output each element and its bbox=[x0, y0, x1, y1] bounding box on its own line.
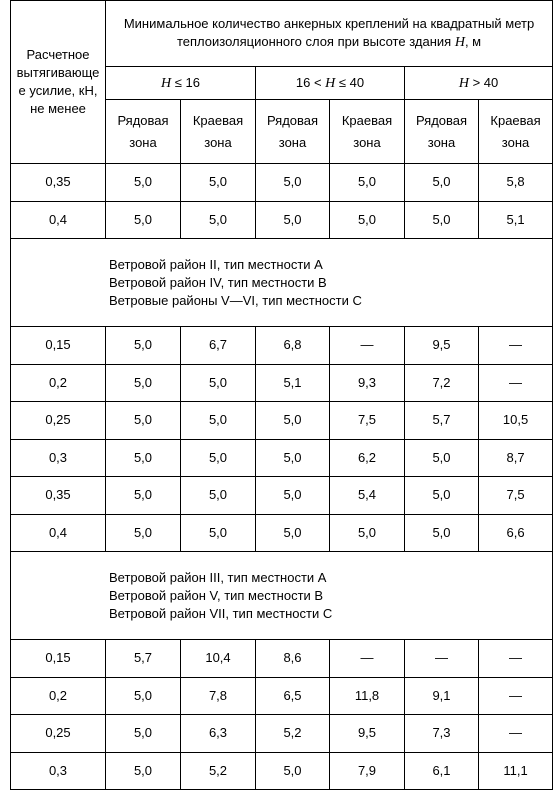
value-cell: 5,0 bbox=[181, 477, 256, 515]
zone-line: Краевая bbox=[192, 112, 244, 128]
value-cell: 5,0 bbox=[256, 402, 330, 440]
value-cell: 5,2 bbox=[256, 715, 330, 753]
table-body bbox=[11, 1, 553, 790]
table-row bbox=[11, 439, 553, 477]
value-cell: — bbox=[330, 640, 405, 678]
value-cell: 5,4 bbox=[330, 477, 405, 515]
zone-line: зона bbox=[204, 134, 232, 150]
value-cell: 5,0 bbox=[256, 477, 330, 515]
value-cell: 5,7 bbox=[106, 640, 181, 678]
value-cell: 6,5 bbox=[256, 677, 330, 715]
value-cell: 5,0 bbox=[106, 439, 181, 477]
value-cell: 6,2 bbox=[330, 439, 405, 477]
value-cell: — bbox=[479, 677, 553, 715]
height-suffix: ≤ 40 bbox=[335, 74, 365, 90]
header-force-line: Расчетное bbox=[26, 47, 90, 62]
value-cell: 5,1 bbox=[256, 364, 330, 402]
value-cell: 5,0 bbox=[181, 402, 256, 440]
table-row bbox=[11, 327, 553, 365]
value-cell: 7,5 bbox=[330, 402, 405, 440]
value-cell: 5,0 bbox=[405, 477, 479, 515]
section-line: Ветровой район VII, тип местности С bbox=[109, 605, 333, 621]
value-cell: 5,0 bbox=[330, 201, 405, 239]
value-cell: 10,5 bbox=[479, 402, 553, 440]
value-cell: 5,0 bbox=[256, 164, 330, 202]
value-cell: 5,0 bbox=[405, 514, 479, 552]
value-cell: 5,7 bbox=[405, 402, 479, 440]
zone-line: Рядовая bbox=[415, 112, 468, 128]
header-main bbox=[106, 1, 553, 67]
value-cell: 5,0 bbox=[330, 514, 405, 552]
header-height-1 bbox=[106, 67, 256, 100]
header-main-line2-prefix: теплоизоляционного слоя при высоте здания bbox=[176, 34, 452, 49]
value-cell: 5,0 bbox=[181, 364, 256, 402]
zone-line: зона bbox=[501, 134, 530, 150]
header-main-var: H bbox=[454, 35, 465, 50]
anchor-table bbox=[10, 0, 553, 790]
force-cell: 0,3 bbox=[11, 439, 106, 477]
section-cell bbox=[11, 552, 553, 640]
value-cell: 8,6 bbox=[256, 640, 330, 678]
force-cell: 0,15 bbox=[11, 640, 106, 678]
header-height-2 bbox=[256, 67, 405, 100]
height-suffix: > 40 bbox=[468, 74, 499, 90]
section-line: Ветровой район II, тип местности А bbox=[109, 256, 323, 272]
table-row bbox=[11, 514, 553, 552]
height-var: H bbox=[325, 75, 336, 91]
value-cell: 6,1 bbox=[405, 752, 479, 790]
value-cell: 5,0 bbox=[106, 514, 181, 552]
value-cell: — bbox=[479, 715, 553, 753]
value-cell: — bbox=[405, 640, 479, 678]
value-cell: 5,2 bbox=[181, 752, 256, 790]
table-row bbox=[11, 164, 553, 202]
zone-line: Рядовая bbox=[266, 112, 319, 128]
value-cell: 10,4 bbox=[181, 640, 256, 678]
force-cell: 0,15 bbox=[11, 327, 106, 365]
zone-line: зона bbox=[353, 134, 381, 150]
value-cell: 9,5 bbox=[330, 715, 405, 753]
zone-line: зона bbox=[427, 134, 456, 150]
header-zone bbox=[106, 100, 181, 164]
section-line: Ветровой район IV, тип местности В bbox=[109, 274, 327, 290]
value-cell: — bbox=[479, 327, 553, 365]
header-force-line: е усилие, кН, bbox=[18, 83, 98, 98]
table-row bbox=[11, 640, 553, 678]
value-cell: — bbox=[479, 364, 553, 402]
value-cell: 5,0 bbox=[181, 439, 256, 477]
header-zone bbox=[181, 100, 256, 164]
force-cell: 0,2 bbox=[11, 364, 106, 402]
value-cell: — bbox=[479, 640, 553, 678]
value-cell: 5,0 bbox=[106, 402, 181, 440]
header-row-main bbox=[11, 1, 553, 67]
table-row bbox=[11, 715, 553, 753]
force-cell: 0,25 bbox=[11, 402, 106, 440]
value-cell: 8,7 bbox=[479, 439, 553, 477]
value-cell: 5,0 bbox=[106, 364, 181, 402]
force-cell: 0,4 bbox=[11, 201, 106, 239]
value-cell: 5,8 bbox=[479, 164, 553, 202]
header-zone bbox=[479, 100, 553, 164]
value-cell: 11,8 bbox=[330, 677, 405, 715]
value-cell: 5,0 bbox=[181, 201, 256, 239]
section-cell bbox=[11, 239, 553, 327]
header-force bbox=[11, 1, 106, 164]
section-line: Ветровой район III, тип местности А bbox=[109, 569, 327, 585]
force-cell: 0,3 bbox=[11, 752, 106, 790]
section-row bbox=[11, 552, 553, 640]
value-cell: 5,0 bbox=[106, 201, 181, 239]
table-row bbox=[11, 752, 553, 790]
header-main-unit: , м bbox=[464, 34, 482, 49]
value-cell: 5,0 bbox=[330, 164, 405, 202]
value-cell: 9,1 bbox=[405, 677, 479, 715]
value-cell: 11,1 bbox=[479, 752, 553, 790]
table-row bbox=[11, 677, 553, 715]
value-cell: 7,3 bbox=[405, 715, 479, 753]
height-prefix: 16 < bbox=[295, 74, 326, 90]
value-cell: 5,0 bbox=[256, 752, 330, 790]
value-cell: 5,1 bbox=[479, 201, 553, 239]
header-force-line: вытягивающе bbox=[16, 65, 100, 80]
value-cell: 6,3 bbox=[181, 715, 256, 753]
value-cell: 6,8 bbox=[256, 327, 330, 365]
height-var: H bbox=[458, 75, 469, 91]
force-cell: 0,35 bbox=[11, 477, 106, 515]
value-cell: 5,0 bbox=[106, 752, 181, 790]
value-cell: 5,0 bbox=[405, 164, 479, 202]
force-cell: 0,25 bbox=[11, 715, 106, 753]
value-cell: 6,6 bbox=[479, 514, 553, 552]
force-cell: 0,35 bbox=[11, 164, 106, 202]
value-cell: 5,0 bbox=[256, 514, 330, 552]
value-cell: 5,0 bbox=[405, 439, 479, 477]
zone-line: Краевая bbox=[490, 112, 541, 128]
header-main-line2 bbox=[108, 33, 550, 52]
section-line: Ветровой район V, тип местности В bbox=[109, 587, 324, 603]
zone-line: Рядовая bbox=[117, 112, 169, 128]
value-cell: 5,0 bbox=[181, 164, 256, 202]
value-cell: 7,9 bbox=[330, 752, 405, 790]
force-cell: 0,4 bbox=[11, 514, 106, 552]
value-cell: 5,0 bbox=[106, 715, 181, 753]
height-var: H bbox=[161, 75, 172, 91]
section-row bbox=[11, 239, 553, 327]
value-cell: 9,5 bbox=[405, 327, 479, 365]
table-row bbox=[11, 402, 553, 440]
value-cell: — bbox=[330, 327, 405, 365]
value-cell: 5,0 bbox=[106, 327, 181, 365]
value-cell: 5,0 bbox=[405, 201, 479, 239]
value-cell: 5,0 bbox=[181, 514, 256, 552]
value-cell: 9,3 bbox=[330, 364, 405, 402]
table-row bbox=[11, 364, 553, 402]
header-height-3 bbox=[405, 67, 553, 100]
force-cell: 0,2 bbox=[11, 677, 106, 715]
value-cell: 5,0 bbox=[106, 677, 181, 715]
value-cell: 5,0 bbox=[106, 164, 181, 202]
table-row bbox=[11, 201, 553, 239]
value-cell: 7,5 bbox=[479, 477, 553, 515]
zone-line: зона bbox=[278, 134, 307, 150]
value-cell: 7,8 bbox=[181, 677, 256, 715]
zone-line: зона bbox=[129, 134, 157, 150]
value-cell: 6,7 bbox=[181, 327, 256, 365]
header-force-line: не менее bbox=[30, 101, 86, 116]
header-main-line1: Минимальное количество анкерных креплений на квадратный метр bbox=[123, 16, 535, 31]
zone-line: Краевая bbox=[341, 112, 393, 128]
section-line: Ветровые районы V—VI, тип местности С bbox=[109, 292, 362, 308]
table-row bbox=[11, 477, 553, 515]
height-suffix: ≤ 16 bbox=[171, 74, 200, 90]
value-cell: 5,0 bbox=[106, 477, 181, 515]
header-zone bbox=[330, 100, 405, 164]
header-zone bbox=[405, 100, 479, 164]
value-cell: 5,0 bbox=[256, 201, 330, 239]
header-zone bbox=[256, 100, 330, 164]
value-cell: 5,0 bbox=[256, 439, 330, 477]
value-cell: 7,2 bbox=[405, 364, 479, 402]
